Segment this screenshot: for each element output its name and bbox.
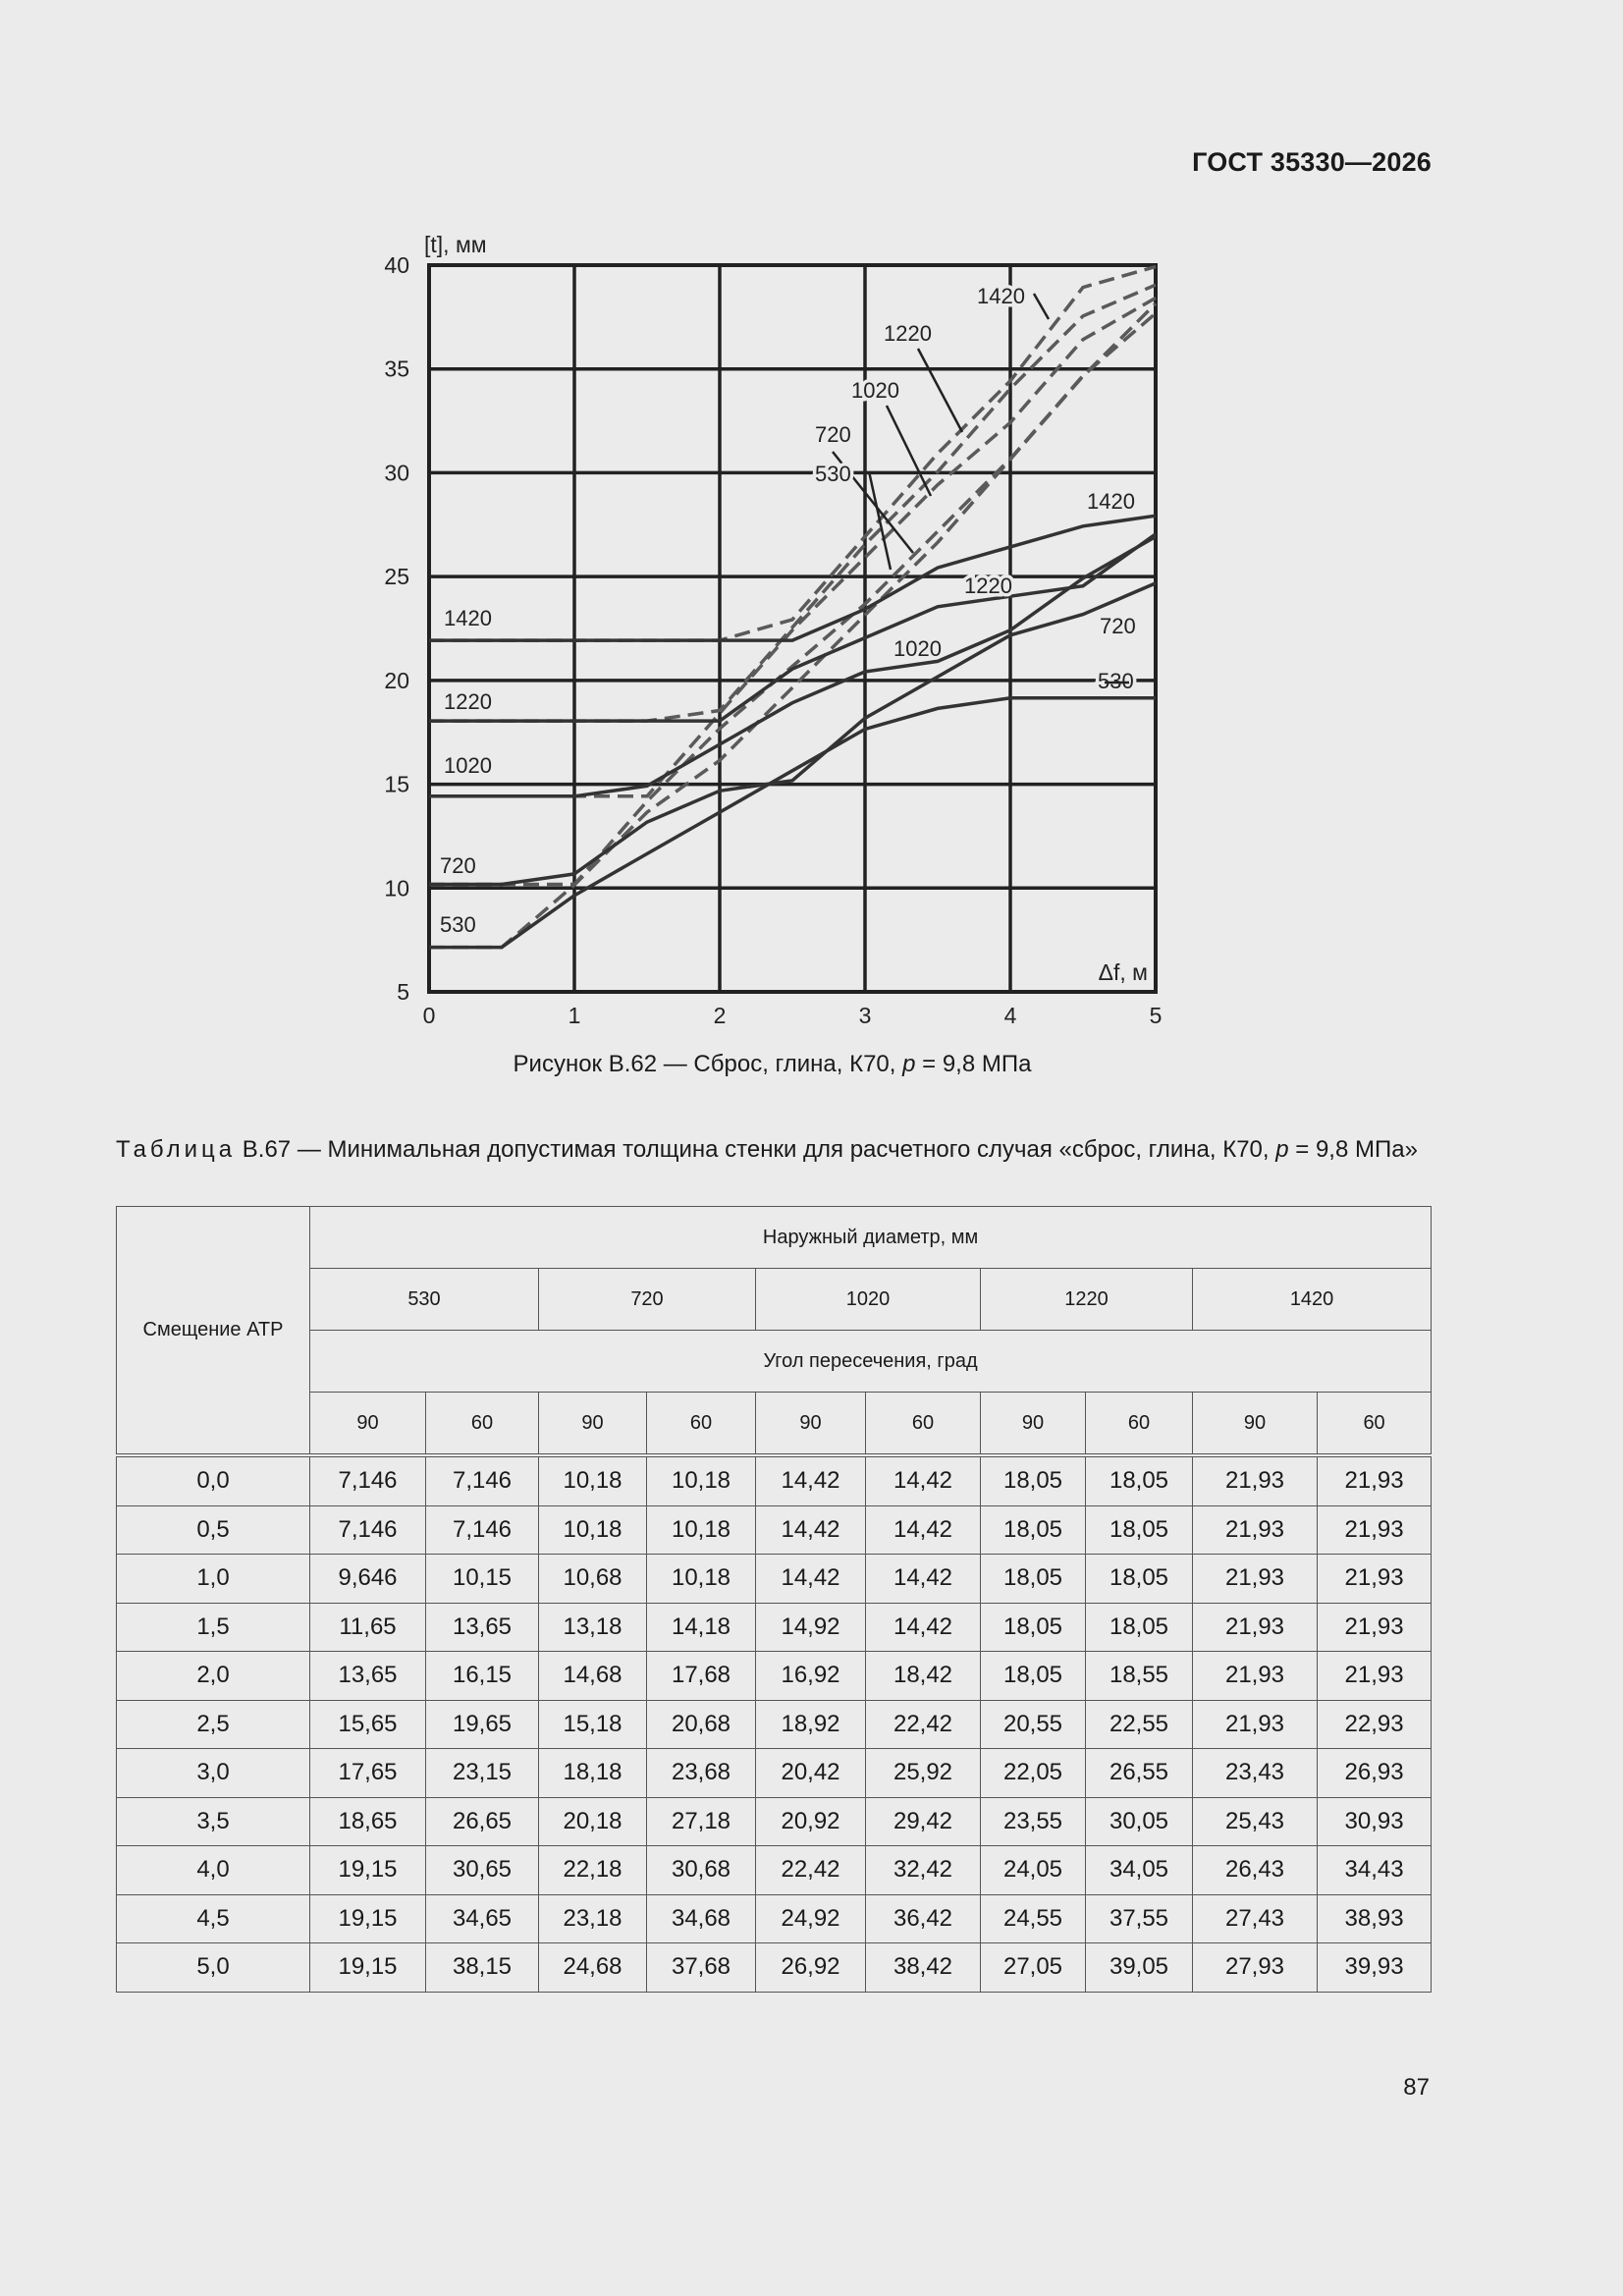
y-tick-label: 35 — [384, 355, 409, 382]
value-cell: 22,42 — [866, 1700, 981, 1749]
offset-cell: 1,5 — [117, 1603, 310, 1652]
value-cell: 10,18 — [647, 1455, 756, 1505]
value-cell: 26,92 — [756, 1943, 866, 1993]
value-cell: 21,93 — [1193, 1455, 1318, 1505]
angle-header-cell: 60 — [426, 1393, 539, 1456]
diameter-header: 1020 — [756, 1269, 981, 1331]
value-cell: 24,68 — [539, 1943, 647, 1993]
value-cell: 30,05 — [1086, 1797, 1193, 1846]
series-label: 1420 — [1087, 489, 1135, 514]
value-cell: 39,93 — [1318, 1943, 1432, 1993]
wall-thickness-chart — [363, 221, 1188, 1046]
angle-header-cell: 60 — [1318, 1393, 1432, 1456]
value-cell: 34,43 — [1318, 1846, 1432, 1895]
value-cell: 24,05 — [981, 1846, 1086, 1895]
value-cell: 18,05 — [981, 1505, 1086, 1555]
value-cell: 26,93 — [1318, 1749, 1432, 1798]
value-cell: 16,92 — [756, 1652, 866, 1701]
label-leader-line — [1034, 294, 1049, 319]
x-tick-label: 5 — [1149, 1003, 1163, 1028]
value-cell: 10,15 — [426, 1555, 539, 1604]
value-cell: 29,42 — [866, 1797, 981, 1846]
table-caption-word: Таблица — [116, 1136, 237, 1163]
value-cell: 17,65 — [310, 1749, 426, 1798]
value-cell: 26,55 — [1086, 1749, 1193, 1798]
value-cell: 20,92 — [756, 1797, 866, 1846]
group-header: Наружный диаметр, мм — [310, 1207, 1432, 1269]
table-row — [117, 1455, 1432, 1505]
value-cell: 14,42 — [756, 1505, 866, 1555]
value-cell: 18,18 — [539, 1749, 647, 1798]
value-cell: 18,05 — [981, 1652, 1086, 1701]
offset-cell: 0,5 — [117, 1505, 310, 1555]
offset-cell: 3,5 — [117, 1797, 310, 1846]
value-cell: 18,05 — [981, 1455, 1086, 1505]
table-row — [117, 1652, 1432, 1701]
series-label: 1220 — [444, 689, 492, 714]
angle-header-cell: 90 — [310, 1393, 426, 1456]
value-cell: 37,68 — [647, 1943, 756, 1993]
label-leader-line — [887, 406, 931, 496]
value-cell: 18,55 — [1086, 1652, 1193, 1701]
value-cell: 13,65 — [426, 1603, 539, 1652]
value-cell: 20,55 — [981, 1700, 1086, 1749]
value-cell: 30,65 — [426, 1846, 539, 1895]
value-cell: 21,93 — [1193, 1603, 1318, 1652]
value-cell: 26,65 — [426, 1797, 539, 1846]
value-cell: 10,68 — [539, 1555, 647, 1604]
y-tick-label: 5 — [397, 979, 409, 1005]
value-cell: 19,15 — [310, 1846, 426, 1895]
value-cell: 27,18 — [647, 1797, 756, 1846]
table-caption — [116, 1134, 1430, 1165]
offset-cell: 4,5 — [117, 1894, 310, 1943]
document-code: ГОСТ 35330—2026 — [1192, 147, 1432, 177]
diameter-header: 530 — [310, 1269, 539, 1331]
value-cell: 19,65 — [426, 1700, 539, 1749]
label-leader-line — [918, 349, 962, 432]
value-cell: 18,42 — [866, 1652, 981, 1701]
value-cell: 14,42 — [866, 1505, 981, 1555]
value-cell: 38,15 — [426, 1943, 539, 1993]
table-row — [117, 1603, 1432, 1652]
value-cell: 26,43 — [1193, 1846, 1318, 1895]
value-cell: 22,42 — [756, 1846, 866, 1895]
value-cell: 10,18 — [647, 1505, 756, 1555]
value-cell: 21,93 — [1318, 1505, 1432, 1555]
value-cell: 23,18 — [539, 1894, 647, 1943]
x-tick-label: 1 — [568, 1003, 581, 1028]
thickness-table — [116, 1206, 1432, 1993]
table-row — [117, 1555, 1432, 1604]
value-cell: 23,68 — [647, 1749, 756, 1798]
table-row — [117, 1797, 1432, 1846]
value-cell: 21,93 — [1318, 1603, 1432, 1652]
table-row — [117, 1943, 1432, 1993]
value-cell: 18,05 — [981, 1555, 1086, 1604]
series-label: 1420 — [444, 606, 492, 630]
row-header: Смещение АТР — [117, 1207, 310, 1456]
value-cell: 20,18 — [539, 1797, 647, 1846]
y-tick-label: 10 — [384, 875, 409, 902]
offset-cell: 2,5 — [117, 1700, 310, 1749]
y-tick-label: 30 — [384, 460, 409, 486]
x-tick-label: 0 — [422, 1003, 436, 1028]
series-label: 530 — [1098, 669, 1134, 693]
diameter-header: 1220 — [981, 1269, 1193, 1331]
value-cell: 19,15 — [310, 1894, 426, 1943]
offset-cell: 1,0 — [117, 1555, 310, 1604]
value-cell: 24,92 — [756, 1894, 866, 1943]
value-cell: 11,65 — [310, 1603, 426, 1652]
value-cell: 38,93 — [1318, 1894, 1432, 1943]
value-cell: 18,05 — [1086, 1603, 1193, 1652]
value-cell: 10,18 — [539, 1455, 647, 1505]
dashed-series-line — [429, 267, 1156, 641]
table-row — [117, 1894, 1432, 1943]
diameter-header: 720 — [539, 1269, 756, 1331]
value-cell: 14,92 — [756, 1603, 866, 1652]
value-cell: 7,146 — [310, 1505, 426, 1555]
value-cell: 30,93 — [1318, 1797, 1432, 1846]
value-cell: 18,92 — [756, 1700, 866, 1749]
value-cell: 25,43 — [1193, 1797, 1318, 1846]
value-cell: 36,42 — [866, 1894, 981, 1943]
dashed-series-line — [429, 285, 1156, 721]
value-cell: 18,05 — [1086, 1505, 1193, 1555]
value-cell: 21,93 — [1193, 1700, 1318, 1749]
value-cell: 15,18 — [539, 1700, 647, 1749]
value-cell: 27,93 — [1193, 1943, 1318, 1993]
series-label: 720 — [815, 422, 851, 447]
offset-cell: 4,0 — [117, 1846, 310, 1895]
value-cell: 23,15 — [426, 1749, 539, 1798]
series-label: 1220 — [884, 321, 932, 346]
series-label: 1020 — [444, 753, 492, 778]
offset-cell: 5,0 — [117, 1943, 310, 1993]
y-tick-label: 40 — [384, 252, 409, 278]
series-label: 720 — [440, 853, 476, 878]
offset-cell: 0,0 — [117, 1455, 310, 1505]
value-cell: 10,18 — [647, 1555, 756, 1604]
value-cell: 18,65 — [310, 1797, 426, 1846]
y-axis-label: [t], мм — [424, 232, 487, 257]
table-row — [117, 1700, 1432, 1749]
x-axis-label: Δf, м — [1098, 959, 1148, 985]
figure-caption-var: p — [902, 1051, 916, 1077]
y-tick-label: 25 — [384, 564, 409, 590]
value-cell: 20,42 — [756, 1749, 866, 1798]
value-cell: 20,68 — [647, 1700, 756, 1749]
value-cell: 17,68 — [647, 1652, 756, 1701]
value-cell: 22,05 — [981, 1749, 1086, 1798]
value-cell: 7,146 — [310, 1455, 426, 1505]
series-label: 720 — [1100, 614, 1136, 638]
value-cell: 21,93 — [1193, 1652, 1318, 1701]
value-cell: 9,646 — [310, 1555, 426, 1604]
table-caption-var: p — [1275, 1136, 1289, 1163]
value-cell: 14,42 — [756, 1555, 866, 1604]
x-tick-label: 4 — [1003, 1003, 1017, 1028]
value-cell: 18,05 — [1086, 1455, 1193, 1505]
solid-series-line — [429, 698, 1156, 948]
value-cell: 27,43 — [1193, 1894, 1318, 1943]
value-cell: 18,05 — [981, 1603, 1086, 1652]
value-cell: 19,15 — [310, 1943, 426, 1993]
offset-cell: 2,0 — [117, 1652, 310, 1701]
angle-header-cell: 60 — [647, 1393, 756, 1456]
y-tick-label: 20 — [384, 667, 409, 693]
table-row — [117, 1505, 1432, 1555]
angle-header-cell: 60 — [1086, 1393, 1193, 1456]
value-cell: 27,05 — [981, 1943, 1086, 1993]
figure-caption-suffix: = 9,8 МПа — [915, 1051, 1032, 1077]
value-cell: 14,18 — [647, 1603, 756, 1652]
x-tick-label: 2 — [713, 1003, 727, 1028]
value-cell: 7,146 — [426, 1505, 539, 1555]
value-cell: 16,15 — [426, 1652, 539, 1701]
value-cell: 24,55 — [981, 1894, 1086, 1943]
value-cell: 22,55 — [1086, 1700, 1193, 1749]
value-cell: 14,42 — [866, 1603, 981, 1652]
figure-caption — [0, 1051, 1544, 1078]
value-cell: 32,42 — [866, 1846, 981, 1895]
series-label: 1420 — [977, 284, 1025, 308]
angle-header-cell: 90 — [981, 1393, 1086, 1456]
series-label: 530 — [815, 462, 851, 486]
value-cell: 7,146 — [426, 1455, 539, 1505]
page-number: 87 — [1403, 2074, 1430, 2101]
value-cell: 15,65 — [310, 1700, 426, 1749]
value-cell: 39,05 — [1086, 1943, 1193, 1993]
value-cell: 25,92 — [866, 1749, 981, 1798]
series-label: 1020 — [851, 378, 899, 403]
diameter-header: 1420 — [1193, 1269, 1432, 1331]
value-cell: 21,93 — [1318, 1652, 1432, 1701]
value-cell: 30,68 — [647, 1846, 756, 1895]
value-cell: 23,55 — [981, 1797, 1086, 1846]
value-cell: 22,18 — [539, 1846, 647, 1895]
value-cell: 14,42 — [756, 1455, 866, 1505]
table-caption-text: В.67 — Минимальная допустимая толщина стенки для расчетного случая «сброс, глина, К70, — [236, 1136, 1276, 1163]
table-row — [117, 1846, 1432, 1895]
value-cell: 14,68 — [539, 1652, 647, 1701]
table-caption-suffix: = 9,8 МПа» — [1288, 1136, 1418, 1163]
y-tick-label: 15 — [384, 771, 409, 797]
value-cell: 34,05 — [1086, 1846, 1193, 1895]
angle-header-cell: 60 — [866, 1393, 981, 1456]
x-tick-label: 3 — [858, 1003, 872, 1028]
value-cell: 22,93 — [1318, 1700, 1432, 1749]
figure-caption-prefix: Рисунок В.62 — Сброс, глина, К70, — [513, 1051, 903, 1077]
value-cell: 21,93 — [1318, 1555, 1432, 1604]
angle-header-cell: 90 — [1193, 1393, 1318, 1456]
table-row — [117, 1749, 1432, 1798]
series-label: 1020 — [893, 636, 942, 661]
angle-header-cell: 90 — [539, 1393, 647, 1456]
value-cell: 14,42 — [866, 1555, 981, 1604]
dashed-series-line — [429, 313, 1156, 884]
series-label: 530 — [440, 912, 476, 937]
value-cell: 18,05 — [1086, 1555, 1193, 1604]
angle-header-cell: 90 — [756, 1393, 866, 1456]
value-cell: 37,55 — [1086, 1894, 1193, 1943]
value-cell: 13,65 — [310, 1652, 426, 1701]
angle-header: Угол пересечения, град — [310, 1331, 1432, 1393]
value-cell: 14,42 — [866, 1455, 981, 1505]
value-cell: 21,93 — [1193, 1555, 1318, 1604]
series-label: 1220 — [964, 574, 1012, 598]
value-cell: 21,93 — [1193, 1505, 1318, 1555]
value-cell: 38,42 — [866, 1943, 981, 1993]
value-cell: 23,43 — [1193, 1749, 1318, 1798]
value-cell: 21,93 — [1318, 1455, 1432, 1505]
offset-cell: 3,0 — [117, 1749, 310, 1798]
value-cell: 34,68 — [647, 1894, 756, 1943]
value-cell: 13,18 — [539, 1603, 647, 1652]
value-cell: 34,65 — [426, 1894, 539, 1943]
value-cell: 10,18 — [539, 1505, 647, 1555]
